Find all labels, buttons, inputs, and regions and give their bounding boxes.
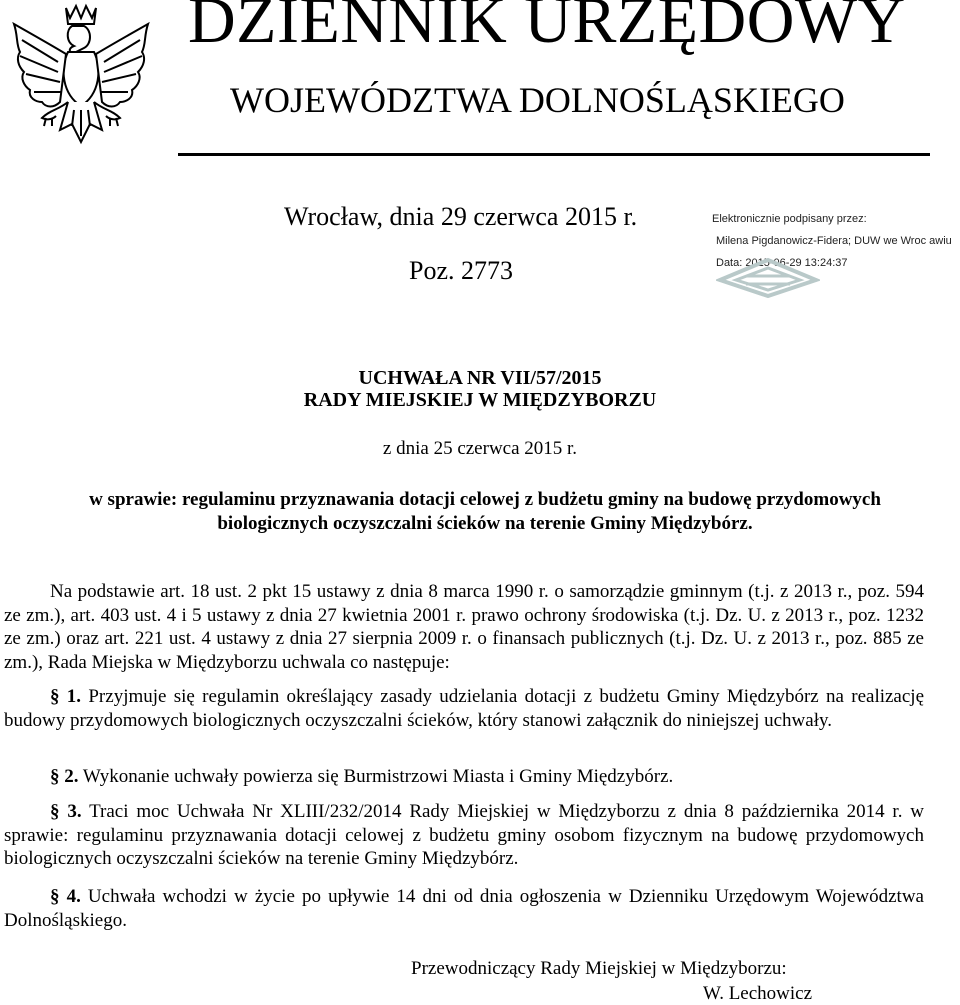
resolution-number: UCHWAŁA NR VII/57/2015 <box>358 367 602 389</box>
section-4 <box>4 885 924 932</box>
section-text: Wykonanie uchwały powierza się Burmistrzowi Miasta i Gminy Międzybórz. <box>78 766 674 787</box>
journal-title: DZIENNIK URZĘDOWY <box>188 0 906 57</box>
chairman-name: W. Lechowicz <box>703 983 813 1004</box>
place-and-date: Wrocław, dnia 29 czerwca 2015 r. <box>284 202 638 231</box>
chairman-title: Przewodniczący Rady Miejskiej w Międzyborzu: <box>411 958 787 979</box>
section-text: Przyjmuje się regulamin określający zasady udzielania dotacji z budżetu Gminy Międzybórz na realizację budowy przydomowych biologicznych oczyszczalni ścieków, który stanowi załącznik do niniejszej uchwały. <box>4 686 925 731</box>
section-2 <box>4 765 924 789</box>
signature-signer: Milena Pigdanowicz-Fidera; DUW we Wroc awiu <box>716 235 952 247</box>
section-text: Traci moc Uchwała Nr XLIII/232/2014 Rady Miejskiej w Międzyborzu z dnia 8 października 2014 r. w sprawie: regulaminu przyznawania dotacji celowej z budżetu gminy osobom fizycznym na budowę przydomowych biologicznych oczyszczalni ścieków na terenie Gminy Międzybórz. <box>4 801 925 870</box>
section-3 <box>4 800 924 871</box>
resolution-subject: w sprawie: regulaminu przyznawania dotacji celowej z budżetu gminy na budowę przydomowych biologicznych oczyszczalni ścieków na terenie Gminy Międzybórz. <box>89 489 881 534</box>
section-number: § 4. <box>50 886 81 907</box>
section-number: § 1. <box>50 686 82 707</box>
signature-label: Elektronicznie podpisany przez: <box>712 213 867 225</box>
polish-eagle-emblem-icon <box>6 2 156 154</box>
section-number: § 2. <box>50 766 79 787</box>
resolution-council: RADY MIEJSKIEJ W MIĘDZYBORZU <box>303 389 657 411</box>
signature-date: Data: 2015-06-29 13:24:37 <box>716 257 848 269</box>
legal-basis-paragraph: Na podstawie art. 18 ust. 2 pkt 15 ustawy z dnia 8 marca 1990 r. o samorządzie gminnym (t.j. z 2013 r., poz. 594 ze zm.), art. 403 ust. 4 i 5 ustawy z dnia 27 kwietnia 2001 r. prawo ochrony środowiska (t.j. Dz. U. z 2013 r., poz. 1232 ze zm.) oraz art. 221 ust. 4 ustawy z dnia 27 sierpnia 2009 r. o finansach publicznych (t.j. Dz. U. z 2013 r., poz. 885 ze zm.), Rada Miejska w Międzyborzu uchwala co następuje: <box>4 581 924 673</box>
section-text: Uchwała wchodzi w życie po upływie 14 dni od dnia ogłoszenia w Dzienniku Urzędowym Województwa Dolnośląskiego. <box>4 886 924 931</box>
e-signature-logo-icon <box>716 256 820 298</box>
section-1 <box>4 685 924 732</box>
header-divider <box>178 153 930 156</box>
journal-subtitle: WOJEWÓDZTWA DOLNOŚLĄSKIEGO <box>230 80 845 120</box>
position-number: Poz. 2773 <box>409 256 513 285</box>
resolution-date: z dnia 25 czerwca 2015 r. <box>382 438 578 459</box>
section-number: § 3. <box>50 801 82 822</box>
